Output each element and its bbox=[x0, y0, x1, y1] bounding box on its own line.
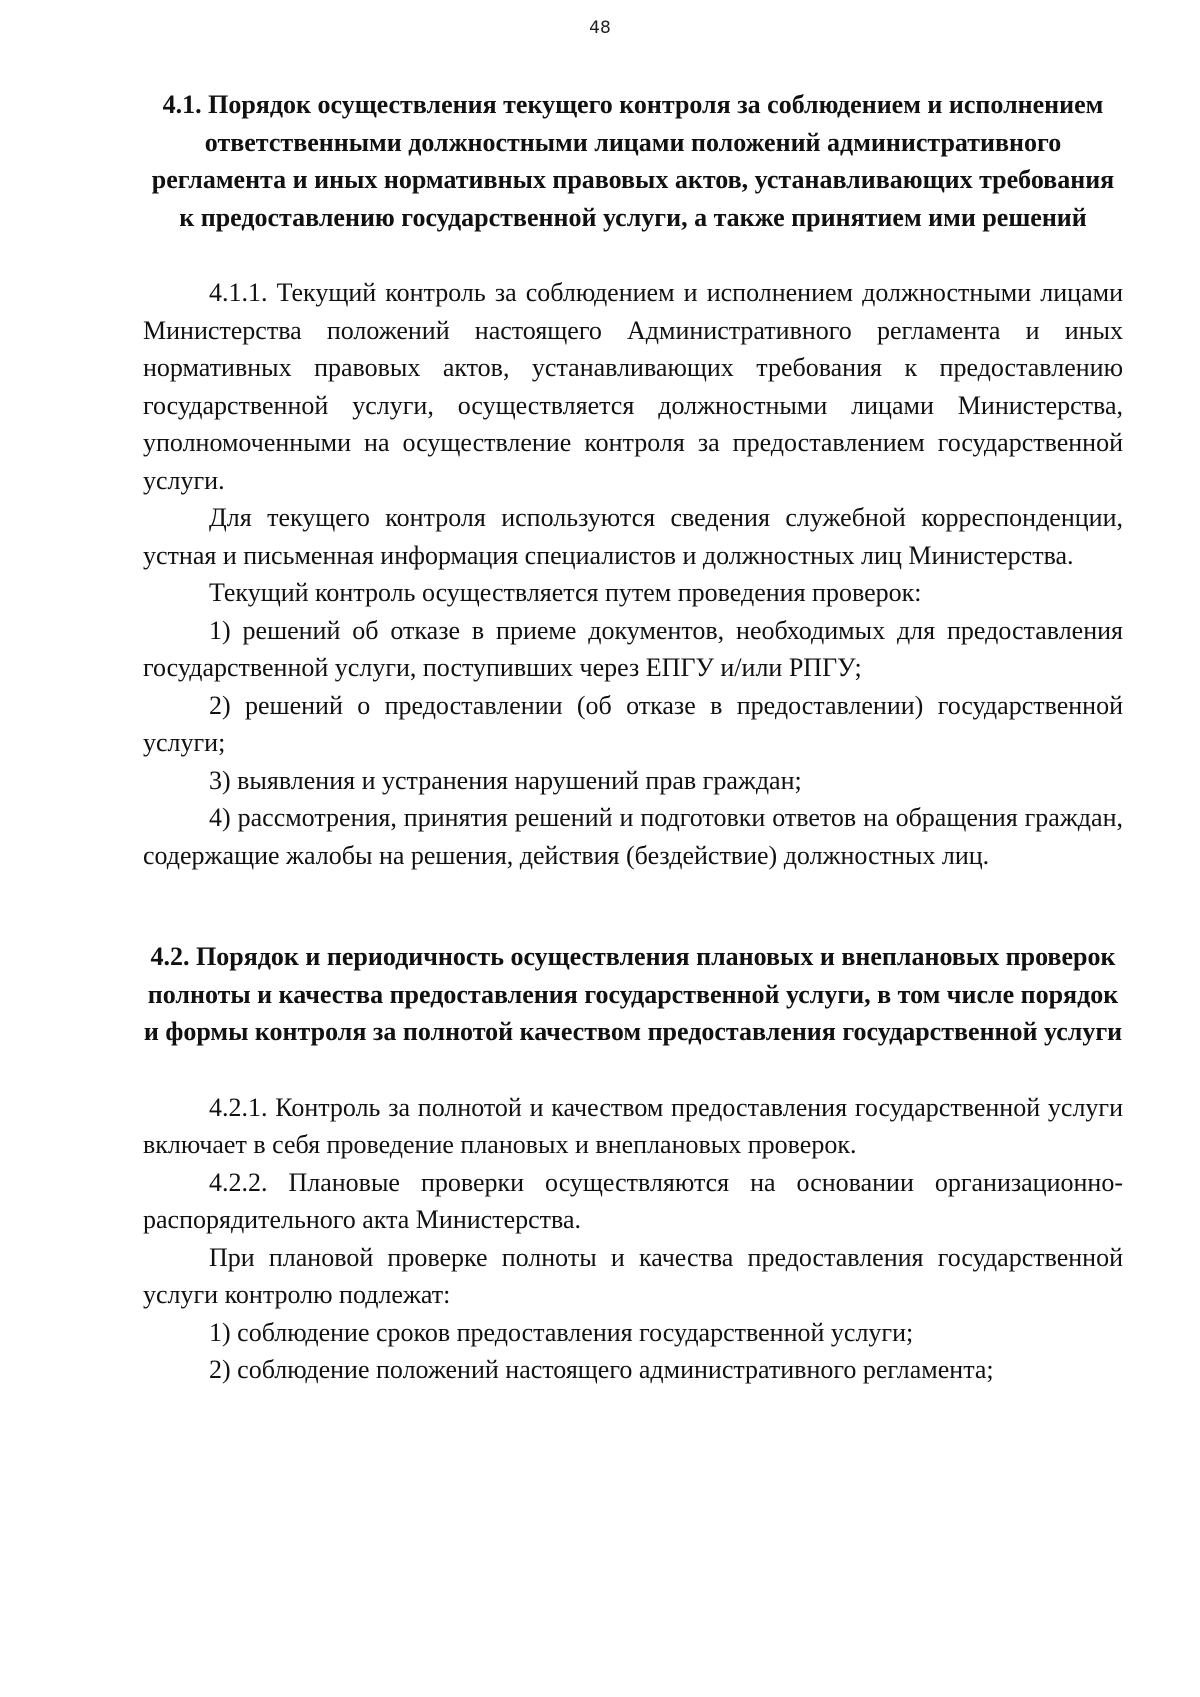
section-heading-4-1: 4.1. Порядок осуществления текущего контроля за соблюдением и исполнением ответственными должностными лицами положений административного регламента и иных нормативных правовых актов, устанавливающих требования к предоставлению государственной услуги, а также принятием ими решений bbox=[151, 90, 1115, 232]
spacer bbox=[143, 236, 1123, 274]
paragraph: 4.2.2. Плановые проверки осуществляются на основании организационно-распорядительного акта Министерства. bbox=[143, 1167, 1123, 1234]
paragraph: Текущий контроль осуществляется путем проведения проверок: bbox=[209, 578, 922, 607]
list-item: 1) решений об отказе в приеме документов, необходимых для предоставления государственной услуги, поступивших через ЕПГУ и/или РПГУ; bbox=[143, 615, 1123, 682]
list-item: 4) рассмотрения, принятия решений и подготовки ответов на обращения граждан, содержащие жалобы на решения, действия (бездействие) должностных лиц. bbox=[143, 803, 1123, 870]
document-body bbox=[143, 86, 1123, 1389]
section-heading-4-2: 4.2. Порядок и периодичность осуществления плановых и внеплановых проверок полноты и качества предоставления государственной услуги, в том числе порядок и формы контроля за полнотой качеством предоставления государственной услуги bbox=[143, 942, 1123, 1046]
paragraph: 4.1.1. Текущий контроль за соблюдением и исполнением должностными лицами Министерства положений настоящего Административного регламента и иных нормативных правовых актов, устанавливающих требования к предоставлению государственной услуги, осуществляется должностными лицами Министерства, уполномоченными на осуществление контроля за предоставлением государственной услуги. bbox=[143, 278, 1123, 495]
page-number: 48 bbox=[589, 18, 611, 38]
paragraph: При плановой проверке полноты и качества предоставления государственной услуги контролю подлежат: bbox=[143, 1242, 1123, 1309]
list-item: 2) решений о предоставлении (об отказе в предоставлении) государственной услуги; bbox=[143, 690, 1123, 757]
paragraph: 4.2.1. Контроль за полнотой и качеством предоставления государственной услуги включает в себя проведение плановых и внеплановых проверок. bbox=[143, 1092, 1123, 1159]
spacer bbox=[143, 1051, 1123, 1089]
list-item: 1) соблюдение сроков предоставления государственной услуги; bbox=[209, 1317, 914, 1347]
list-item: 2) соблюдение положений настоящего административного регламента; bbox=[209, 1355, 994, 1384]
paragraph: Для текущего контроля используются сведения служебной корреспонденции, устная и письменная информация специалистов и должностных лиц Министерства. bbox=[143, 503, 1123, 570]
list-item: 3) выявления и устранения нарушений прав граждан; bbox=[209, 765, 802, 795]
